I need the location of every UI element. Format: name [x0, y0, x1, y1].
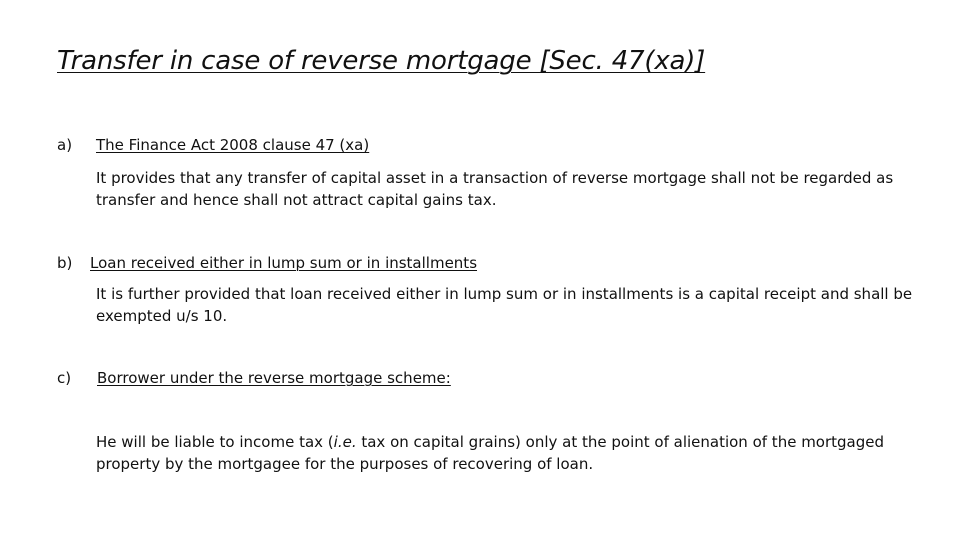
- item-c-body-after: tax on capital grains) only at the point of alienation of the mortgaged property by the mortgagee for the purposes of recovering of loan.: [96, 433, 885, 473]
- item-c-marker: c): [57, 369, 72, 387]
- item-c-body-before: He will be liable to income tax (: [96, 433, 334, 451]
- slide-title: Transfer in case of reverse mortgage [Sec. 47(xa)]: [57, 46, 706, 76]
- item-c-heading: Borrower under the reverse mortgage scheme:: [97, 369, 451, 387]
- item-a-marker: a): [57, 136, 73, 154]
- item-b-heading: Loan received either in lump sum or in installments: [90, 254, 478, 272]
- item-b-marker: b): [57, 254, 73, 272]
- item-c-body-italic: i.e.: [333, 433, 357, 451]
- item-a-body: It provides that any transfer of capital asset in a transaction of reverse mortgage shall not be regarded as transfer and hence shall not attract capital gains tax.: [96, 169, 894, 209]
- item-a-heading: The Finance Act 2008 clause 47 (xa): [96, 136, 370, 154]
- item-c-body: [96, 431, 926, 475]
- item-b-body: It is further provided that loan received either in lump sum or in installments is a capital receipt and shall be exempted u/s 10.: [96, 285, 913, 325]
